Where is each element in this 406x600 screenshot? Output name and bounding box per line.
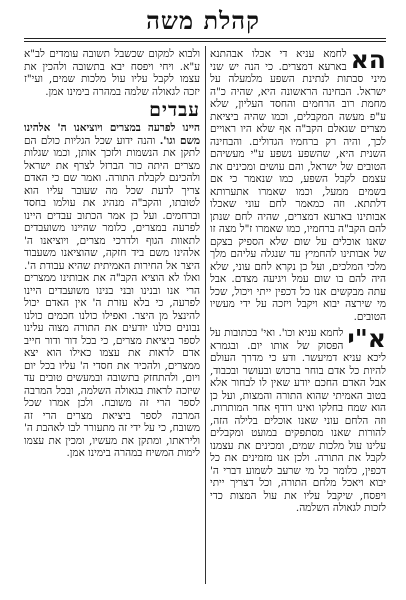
left-column	[24, 48, 200, 588]
header-rule	[24, 38, 386, 39]
section-two	[210, 324, 386, 515]
heading-lead: היינו לפרעה במצרים ויוציאנו ה' אלהינו משם וגו'.	[24, 122, 200, 147]
main-text: והנה ידוע שכל הגליות כולם הם לתקן את הנשמות ולזכך אותן, וכמו שגלות מצרים היתה כור הברזל לצרף את ישראל ולהכינם לקבלת התורה. ואמר שם כי האדם צריך לדעת שכל מה שעובר עליו הוא לטובתו, והקב"ה מנהיג את עולמו בחסד וברחמים. ועל כן אמר הכתוב עבדים היינו לפרעה במצרים, כלומר שהיינו משועבדים לתאוות הגוף ולדרכי מצרים, ויוציאנו ה' אלהינו משם ביד חזקה, שהוציאנו משעבוד היצר אל החירות האמיתית שהיא עבודת ה'. ואלו לא הוציא הקב"ה את אבותינו ממצרים הרי אנו ובנינו ובני בנינו משועבדים היינו לפרעה, כי בלא עזרת ה' אין האדם יכול להינצל מן היצר. ואפילו כולנו חכמים כולנו נבונים כולנו יודעים את התורה מצוה עלינו לספר ביציאת מצרים, כי בכל דור ודור חייב אדם לראות את עצמו כאילו הוא יצא ממצרים, ולהכיר את חסדי ה' עליו בכל יום ויום, ולהתחזק בתשובה ובמעשים טובים עד שיזכה לראות בגאולה השלמה, ובכל המרבה לספר הרי זה משובח. ולכן אמרו שכל המרבה לספר ביציאת מצרים הרי זה משובח, כי על ידי זה מתעורר לבו לאהבת ה' וליראתו, ומתקן את מעשיו, ומכין את עצמו לימות המשיח במהרה בימינו אמן.	[24, 134, 200, 459]
section-one-text: לחמא עניא די אכלו אבהתנא בארעא דמצרים. כי הנה יש שני מיני סבתות לנתינת השפע מלמעלה על ישראל. הבחינה הראשונה היא, שהיה כ"ה מחמת רוב הרחמים והחסד העליון, שלא ע"פ מעשה המקבלים, וכמו שהיה ביציאת מצרים שגאלם הקב"ה אף שלא היו ראויים לכך, והיה רק ברחמיו הגדולים. והבחינה השנית היא, שהשפע נשפע ע"י מעשיהם הטובים של ישראל, והם עושים ומכינים את עצמם לקבל השפע, כמו שנאמר כי אם בשמים ממעל, וכמו שאמרו אתערותא דלתתא. וזה כמאמר לחם עוני שאכלו אבותינו בארעא דמצרים, שהיה לחם שנתן להם הקב"ה ברחמיו, כמו שאמרו ז"ל מצה זו שאנו אוכלים על שום שלא הספיק בצקם של אבותינו להחמיץ עד שנגלה עליהם מלך מלכי המלכים, ועל כן נקרא לחם עוני, שלא היה להם בו שום עמל ויגיעה מצדם. אבל עתה מבקשים אנו כל דכפין ייתי ויכול, שכל מי שירצה יבוא ויקבל ויזכה על ידי מעשיו הטובים.	[210, 48, 386, 323]
section-one	[210, 48, 386, 323]
header-rule-thin	[24, 41, 386, 42]
column-divider	[205, 46, 206, 584]
page-title: קהלת משה	[146, 6, 260, 35]
drop-word: הא	[350, 48, 386, 74]
section-two-text: לחמא עניא וכו'. ואי' בכתובות על הפסוק של אותו יום. ובגמרא ליכא עניא דמיעשר. ודע כי מדרך העולם להיות כל אדם בוחר ברכוש ובעושר ובכבוד, אבל האדם החכם יודע שאין לו לבחור אלא בטוב האמיתי שהוא התורה והמצות, ועל כן הוא שמח בחלקו ואינו רודף אחר המותרות. וזה הלחם עוני שאנו אוכלים בלילה הזה, להורות שאנו מסתפקים במועט ומקבלים עלינו עול מלכות שמים, ומכינים את עצמנו לקבל את התורה. ולכן אנו מזמינים את כל דכפין, כלומר כל מי שרעב לשמוע דברי ה' יבוא ויאכל מלחם התורה, וכל דצריך ייתי ויפסח, שיקבל עליו את עול המצות כדי לזכות לגאולה השלמה.	[210, 327, 386, 514]
page-header	[0, 4, 406, 38]
section-heading: עבדים	[149, 99, 200, 121]
intro-paragraph: ולבוא למקום שכשבל תשובה עומדים לב"א ע"א. ויחי ויפסח יבא בתשובה ולהכין את עצמו לקבל עליו עול מלכות שמים, ועי"ז יזכה לגאולה שלמה במהרה בימינו אמן.	[24, 48, 200, 98]
drop-word: א"י	[347, 324, 386, 353]
right-column	[210, 48, 386, 588]
main-paragraph	[24, 122, 200, 460]
